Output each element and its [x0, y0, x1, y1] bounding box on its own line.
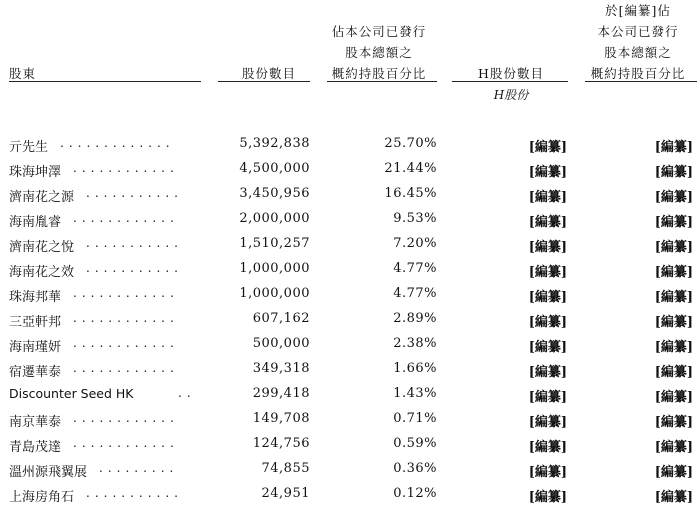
- shareholder-name: 宿遷華泰: [9, 365, 62, 380]
- shares-value: 124,756: [252, 436, 310, 451]
- shareholder-name: 珠海邦華: [9, 290, 62, 305]
- leader-dots: ...........: [86, 261, 183, 275]
- table-row: [0, 361, 700, 386]
- pct-after-value: [編纂]: [654, 315, 693, 330]
- shareholder-name: 上海房角石: [9, 490, 75, 505]
- pct-after-value: [編纂]: [654, 165, 693, 180]
- shares-value: 1,000,000: [239, 286, 310, 301]
- table-row: [0, 211, 700, 236]
- shares-value: 5,392,838: [239, 136, 310, 151]
- shareholder-name: 濟南花之悅: [9, 240, 75, 255]
- leader-dots: ............: [73, 361, 179, 375]
- pct-issued-value: 2.89%: [393, 311, 437, 326]
- shareholder-name: 海南花之效: [9, 265, 75, 280]
- h-shares-value: [編纂]: [528, 365, 567, 380]
- table-row: [0, 311, 700, 336]
- shares-value: 3,450,956: [239, 186, 310, 201]
- shareholder-name: 珠海坤澤: [9, 165, 62, 180]
- shareholder-name: Discounter Seed HK: [9, 386, 134, 401]
- table-row: [0, 386, 700, 411]
- pct-after-value: [編纂]: [654, 365, 693, 380]
- leader-dots: ............: [73, 336, 179, 350]
- shares-value: 1,510,257: [239, 236, 310, 251]
- header-rule-shares: [218, 81, 310, 82]
- table-row: [0, 461, 700, 486]
- leader-dots: ..: [178, 386, 196, 400]
- pct-issued-value: 0.59%: [393, 436, 437, 451]
- pct-issued-value: 9.53%: [393, 211, 437, 226]
- pct-issued-value: 2.38%: [393, 336, 437, 351]
- table-row: [0, 161, 700, 186]
- h-shares-value: [編纂]: [528, 465, 567, 480]
- pct-issued-value: 25.70%: [384, 136, 437, 151]
- leader-dots: .............: [60, 136, 175, 150]
- pct-after-value: [編纂]: [654, 440, 693, 455]
- pct-issued-value: 0.12%: [393, 486, 437, 501]
- h-shares-value: [編纂]: [528, 190, 567, 205]
- h-shares-value: [編纂]: [528, 290, 567, 305]
- leader-dots: .........: [99, 461, 179, 475]
- table-row: [0, 411, 700, 436]
- leader-dots: ............: [73, 211, 179, 225]
- pct-after-value: [編纂]: [654, 215, 693, 230]
- leader-dots: ...........: [86, 186, 183, 200]
- shares-value: 500,000: [252, 336, 310, 351]
- h-shares-value: [編纂]: [528, 390, 567, 405]
- header-rule-pct-issued: [327, 81, 437, 82]
- shares-value: 349,318: [252, 361, 310, 376]
- table-row: [0, 286, 700, 311]
- header-rule-h-shares: [452, 81, 568, 82]
- table-row: [0, 186, 700, 211]
- shareholder-name: 青島茂達: [9, 440, 62, 455]
- leader-dots: ............: [73, 311, 179, 325]
- table-row: [0, 436, 700, 461]
- table-row: [0, 336, 700, 361]
- pct-after-value: [編纂]: [654, 465, 693, 480]
- shares-value: 149,708: [252, 411, 310, 426]
- pct-after-value: [編纂]: [654, 140, 693, 155]
- h-shares-value: [編纂]: [528, 490, 567, 505]
- leader-dots: ............: [73, 411, 179, 425]
- table-row: [0, 261, 700, 286]
- h-shares-value: [編纂]: [528, 415, 567, 430]
- shareholder-name: 南京華泰: [9, 415, 62, 430]
- pct-after-value: [編纂]: [654, 490, 693, 505]
- shareholder-name: 三亞軒邦: [9, 315, 62, 330]
- pct-issued-value: 0.36%: [393, 461, 437, 476]
- leader-dots: ............: [73, 436, 179, 450]
- pct-issued-value: 4.77%: [393, 261, 437, 276]
- header-h-shares: H股份數目: [478, 66, 544, 81]
- pct-issued-value: 0.71%: [393, 411, 437, 426]
- shareholder-name: 海南瑾妍: [9, 340, 62, 355]
- pct-after-value: [編纂]: [654, 390, 693, 405]
- pct-after-value: [編纂]: [654, 265, 693, 280]
- leader-dots: ............: [73, 161, 179, 175]
- header-shares: 股份數目: [241, 66, 296, 81]
- table-row: [0, 236, 700, 261]
- h-shares-value: [編纂]: [528, 440, 567, 455]
- pct-issued-value: 1.43%: [393, 386, 437, 401]
- h-shares-value: [編纂]: [528, 240, 567, 255]
- shares-value: 2,000,000: [239, 211, 310, 226]
- shares-value: 74,855: [261, 461, 310, 476]
- pct-issued-value: 7.20%: [393, 236, 437, 251]
- shareholder-name: 濟南花之源: [9, 190, 75, 205]
- h-shares-value: [編纂]: [528, 165, 567, 180]
- h-shares-value: [編纂]: [528, 340, 567, 355]
- table-row: [0, 136, 700, 161]
- header-h-shares-unit: H股份: [493, 88, 529, 102]
- pct-after-value: [編纂]: [654, 240, 693, 255]
- pct-issued-value: 16.45%: [384, 186, 437, 201]
- pct-after-value: [編纂]: [654, 415, 693, 430]
- table-row: [0, 486, 700, 511]
- leader-dots: ...........: [86, 486, 183, 500]
- leader-dots: ............: [73, 286, 179, 300]
- header-pct-issued: 佔本公司已發行 股本總額之 概約持股百分比: [331, 24, 427, 81]
- shares-value: 299,418: [252, 386, 310, 401]
- leader-dots: ...........: [86, 236, 183, 250]
- shares-value: 607,162: [252, 311, 310, 326]
- pct-issued-value: 4.77%: [393, 286, 437, 301]
- shareholder-name: 海南胤睿: [9, 215, 62, 230]
- header-rule-pct-after: [585, 81, 697, 82]
- shareholder-name: 溫州源飛翼展: [9, 465, 88, 480]
- pct-issued-value: 1.66%: [393, 361, 437, 376]
- shares-value: 24,951: [261, 486, 310, 501]
- pct-issued-value: 21.44%: [384, 161, 437, 176]
- header-rule-shareholder: [9, 81, 201, 82]
- shareholder-name: 亓先生: [9, 140, 49, 155]
- header-pct-after: 於[編纂]佔 本公司已發行 股本總額之 概約持股百分比: [590, 3, 686, 81]
- h-shares-value: [編纂]: [528, 140, 567, 155]
- h-shares-value: [編纂]: [528, 265, 567, 280]
- h-shares-value: [編纂]: [528, 315, 567, 330]
- pct-after-value: [編纂]: [654, 290, 693, 305]
- pct-after-value: [編纂]: [654, 340, 693, 355]
- header-shareholder: 股東: [9, 66, 37, 81]
- pct-after-value: [編纂]: [654, 190, 693, 205]
- shares-value: 1,000,000: [239, 261, 310, 276]
- shares-value: 4,500,000: [239, 161, 310, 176]
- h-shares-value: [編纂]: [528, 215, 567, 230]
